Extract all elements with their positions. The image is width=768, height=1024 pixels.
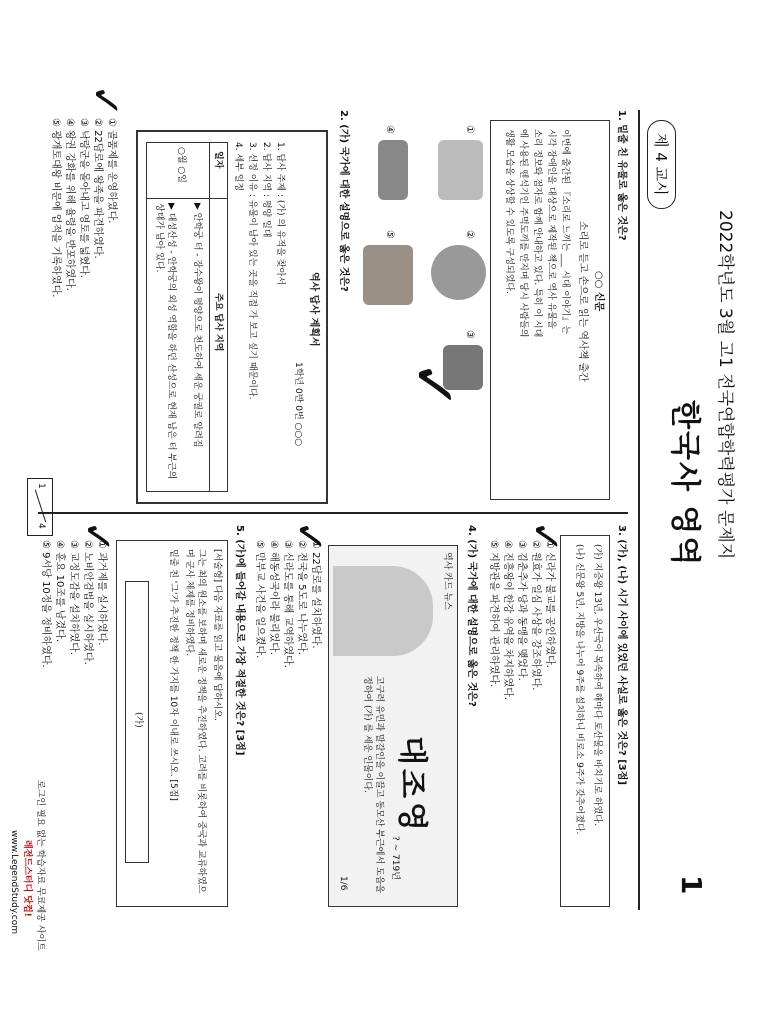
q5-source-box xyxy=(116,540,228,907)
q5-answer-label: (가) xyxy=(133,712,143,728)
q5-prompt: 5. (가)에 들어갈 내용으로 가장 적절한 것은? [3점] xyxy=(234,525,245,756)
q2-table-site-2: ▶ 대성산성 - 안학궁의 외성 역할을 하던 산성으로 현재 남은 터 부근의 상태가 남아 있다. xyxy=(154,203,176,480)
q1-choice-1[interactable]: ① xyxy=(464,125,475,134)
q4-choice-4[interactable]: ④ 해동성국이라 불리었다. xyxy=(268,540,279,656)
q5-choice-3[interactable]: ③ 교정도감을 설치하였다. xyxy=(68,540,79,656)
answer-check-mark-icon: ✓ xyxy=(398,360,468,411)
q2-item-2: 2. 답사 지역 : 평양 일대 xyxy=(261,142,271,238)
q2-schedule-table xyxy=(146,142,228,492)
column-divider xyxy=(38,512,628,514)
promo-url[interactable]: www.LegendStudy.com xyxy=(9,830,19,934)
q2-choice-3[interactable]: ③ 낙랑군을 몰아내고 영토를 넓혔다. xyxy=(78,118,89,279)
artifact-coin-image xyxy=(431,245,486,300)
q1-body-1: 이번에 출간된 『소리로 느끼는 ___ 시대 이야기』는 xyxy=(560,129,570,335)
q3-answer-mark-icon: ✓ xyxy=(522,520,568,554)
page-number: 1 xyxy=(675,875,708,895)
q1-choice-2[interactable]: ② xyxy=(464,230,475,239)
q5-choice-5[interactable]: ⑤ 9서당 10정을 정비하였다. xyxy=(40,540,51,668)
q4-card-header: 역사 카드 뉴스 xyxy=(442,552,452,610)
q2-item-4: 4. 세부 일정 xyxy=(233,142,243,192)
q2-item-3: 3. 선정 이유 : 유물이 남아 있는 곳을 직접 가 보고 싶기 때문이다. xyxy=(247,142,257,400)
q3-source-box xyxy=(560,535,610,907)
q5-choice-4[interactable]: ④ 훈요 10조를 남겼다. xyxy=(54,540,65,643)
q2-choice-4[interactable]: ④ 왕권 강화를 위해 율령을 반포하였다. xyxy=(64,118,75,291)
q1-body-5: 생활 모습을 상상할 수 있도록 구성되었다. xyxy=(504,129,514,294)
q2-choice-2[interactable]: ② 22담로에 왕족을 파견하였다. xyxy=(92,118,103,259)
q4-card-name: 대조영 xyxy=(394,736,429,835)
q1-choice-5[interactable]: ⑤ xyxy=(384,230,395,239)
q3-choice-3[interactable]: ③ 김춘추가 당과 동맹을 맺었다. xyxy=(516,540,527,681)
q2-plan-title: 역사 답사 계획서 xyxy=(308,272,319,347)
page-count-box xyxy=(27,478,53,536)
artifact-dagger-image xyxy=(378,140,408,200)
q4-choice-2[interactable]: ② 전국을 5도로 나누었다. xyxy=(296,540,307,655)
artifact-bronze-vessel-image xyxy=(438,140,483,200)
q3-prompt: 3. (가), (나) 시기 사이에 있었던 사실로 옳은 것은? [3점] xyxy=(616,525,627,785)
q5-answer-box xyxy=(125,581,149,863)
q1-body-2: 시각 장애인을 대상으로 제작된 책으로 역사 유물을 xyxy=(546,129,556,329)
q3-choice-5[interactable]: ⑤ 지방관을 파견하여 관리하였다. xyxy=(488,540,499,688)
q5-box-line-1: [서술형] 다음 자료를 읽고 물음에 답하시오. xyxy=(212,549,222,721)
portrait-image xyxy=(333,566,433,656)
q3-choice-2[interactable]: ② 원효가 일심 사상을 강조하였다. xyxy=(530,540,541,691)
artifact-buddha-statue-image xyxy=(363,245,413,305)
q1-news-sub: 소리로 듣고 손으로 읽는 역사책 출간 xyxy=(577,221,588,382)
header-rule xyxy=(638,110,640,910)
q2-table-header-site: 주요 답사 지역 xyxy=(213,293,223,352)
q1-choice-3[interactable]: ③ xyxy=(464,330,475,339)
q1-choice-4[interactable]: ④ xyxy=(384,125,395,134)
q5-choice-2[interactable]: ② 노비안검법을 실시하였다. xyxy=(82,540,93,665)
exam-title: 2022학년도 3월 고1 전국연합학력평가 문제지 xyxy=(715,210,735,560)
q4-answer-mark-icon: ✓ xyxy=(286,520,332,554)
q2-prompt: 2. (가) 국가에 대한 설명으로 옳은 것은? xyxy=(338,110,349,292)
q1-body-3: 소리 정보와 점자로 함께 안내하고 있다. 특히 이 시대 xyxy=(532,129,542,338)
q2-table-col-rule xyxy=(147,198,227,199)
q1-prompt: 1. 밑줄 친 유물로 옳은 것은? xyxy=(616,110,627,241)
page-count-total: 4 xyxy=(36,523,46,529)
q4-choice-3[interactable]: ③ 신라도를 통해 교역하였다. xyxy=(282,540,293,668)
q4-choice-5[interactable]: ⑤ 만부교 사건을 일으켰다. xyxy=(254,540,265,659)
q2-choice-1[interactable]: ① 골품제를 운영하였다. xyxy=(106,118,117,224)
q2-table-rule xyxy=(209,143,210,491)
promo-line-1: 로그인 필요 없는 학습자료 무료제공 사이트 xyxy=(35,780,45,951)
q3-box-line-1: (가) 지증왕 13년, 우산국이 복속하여 해마다 토산물을 바치기로 하였다. xyxy=(592,544,602,826)
q2-table-date: ○월 ○일 xyxy=(176,147,186,183)
promo-line-2: 레전드스터디 닷컴! xyxy=(22,840,32,917)
q4-card-years: ? ~ 719년 xyxy=(390,836,400,880)
q2-table-site-1: ▶ 안학궁 터 - 장수왕이 평양으로 천도하여 세운 궁궐로 알려짐 xyxy=(192,203,202,448)
q3-choice-4[interactable]: ④ 진흥왕이 한강 유역을 차지하였다. xyxy=(502,540,513,701)
session-label: 제 4 교시 xyxy=(647,120,676,209)
q5-box-line-3: 밑줄 친 '그'가 추진한 정책 한 가지를 10자 이내로 쓰시오. [5점] xyxy=(168,549,178,801)
q2-plan-sub: 1학년 0반 0번 ○○○ xyxy=(293,362,303,447)
q2-item-1: 1. 답사 주제 : (가) 의 유적을 찾아서 xyxy=(275,142,285,285)
q2-choice-5[interactable]: ⑤ 광개토대왕 비문에 업적을 기록하였다. xyxy=(50,118,61,298)
q5-box-line-2: 그는 최의 원소를 보하며 새로운 정책을 추진하였다. 고려를 비롯하여 중국과 교류하였으며 군사 체제를 정비하였다. xyxy=(184,549,206,894)
q3-box-line-2: (나) 신문왕 5년, 지방을 나누어 9주를 설치하니 비로소 9주가 갖추어졌다. xyxy=(574,544,584,835)
q2-answer-mark-icon: ✓ xyxy=(82,84,128,118)
q5-answer-mark-icon: ✓ xyxy=(74,520,120,554)
q2-plan-box xyxy=(136,130,328,504)
q4-prompt: 4. (가) 국가에 대한 설명으로 옳은 것은? xyxy=(466,525,477,707)
q2-table-header-date: 일자 xyxy=(213,151,223,169)
q3-choice-1[interactable]: ① 신라가 불교를 공인하였다. xyxy=(544,540,555,668)
q4-choice-1[interactable]: ① 22담로를 설치하였다. xyxy=(310,540,321,649)
subject-title: 한국사 영역 xyxy=(667,400,702,568)
q4-card-text: 고구려 유민과 말갈인을 이끌고 동모산 부근에서 도읍을 정하여 (가) 를 세운 인물이다. xyxy=(362,676,384,894)
page-count-slash xyxy=(35,490,46,523)
q5-choice-1[interactable]: ① 과거제를 실시하였다. xyxy=(96,540,107,646)
q1-news-title: ○○ 신문 xyxy=(593,271,604,312)
q4-card-news xyxy=(328,545,458,907)
page-count-current: 1 xyxy=(36,483,46,489)
q1-body-4: 에 사용된 뗀석기인 주먹도끼를 만지며 당시 사람들의 xyxy=(518,129,528,338)
q4-card-page: 1/6 xyxy=(338,876,348,891)
q1-news-box xyxy=(490,120,610,500)
